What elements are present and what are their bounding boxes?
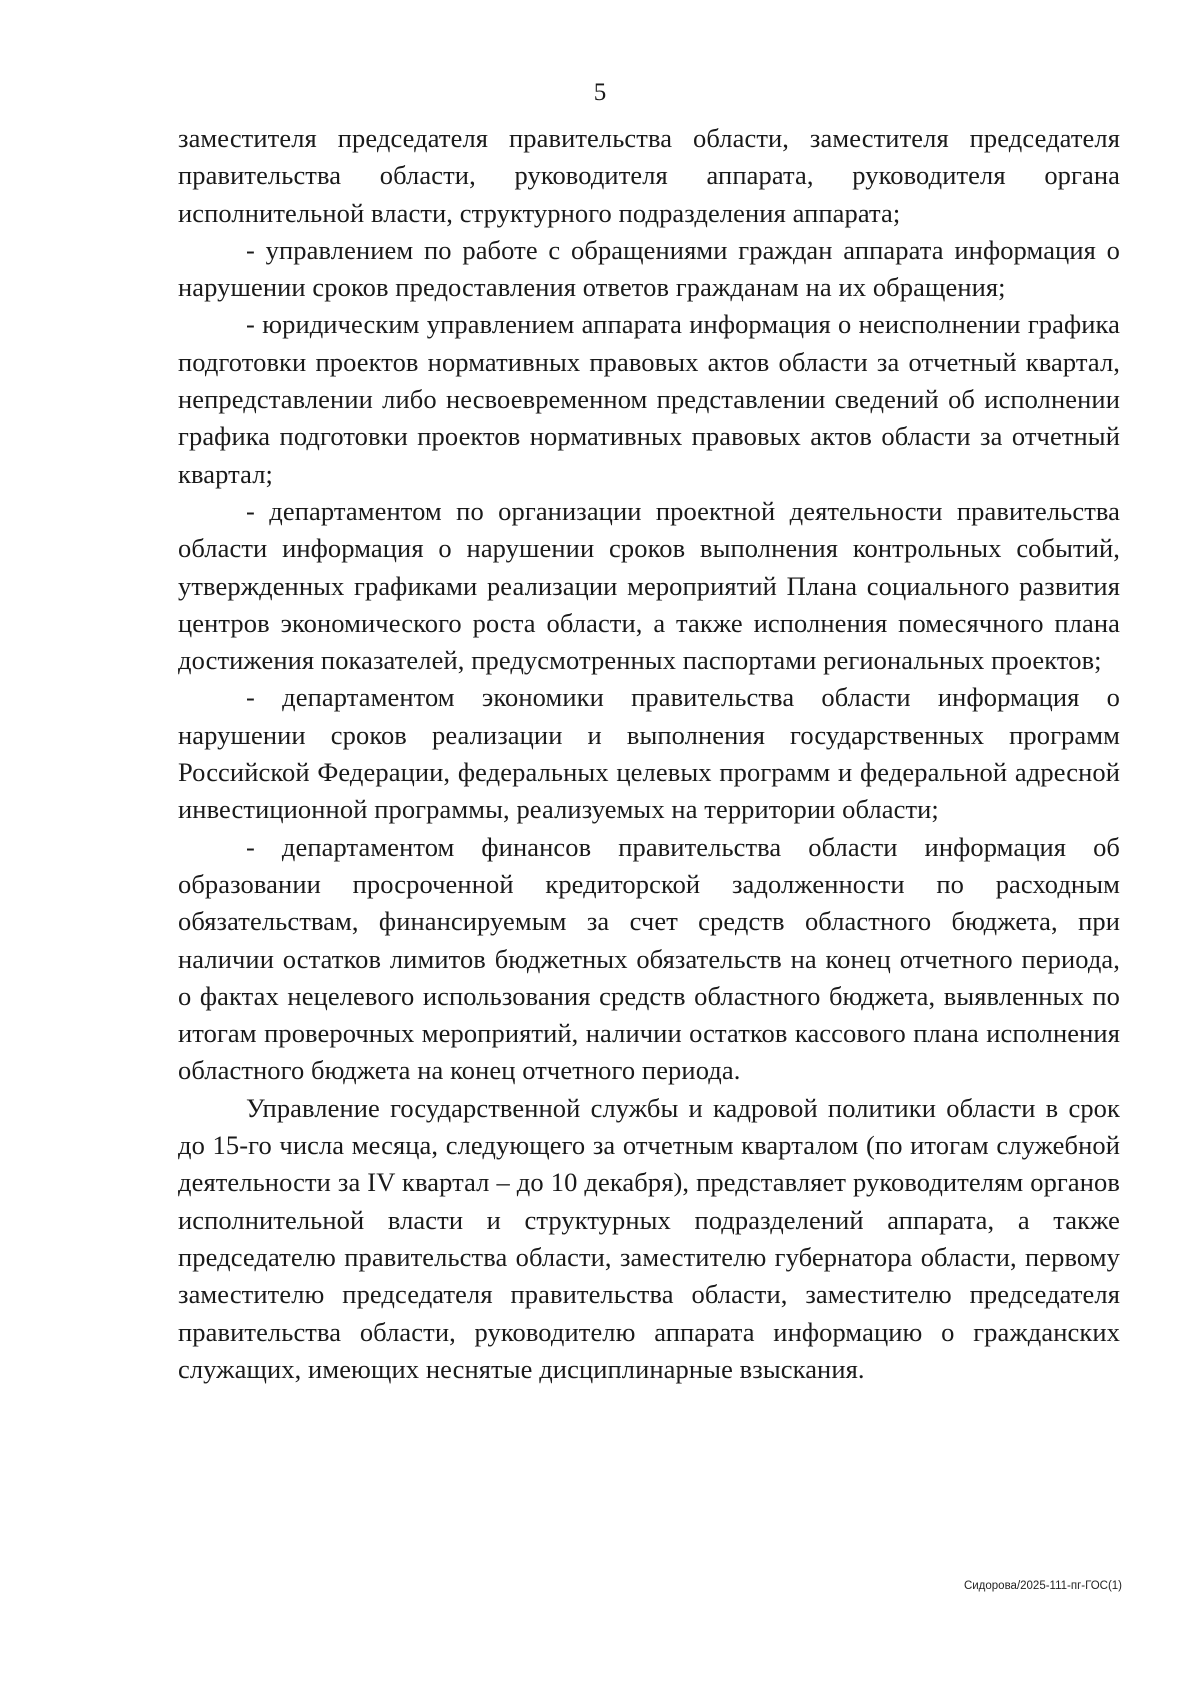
page-number: 5 <box>593 79 607 106</box>
list-item-finance-department: - департаментом финансов правительства области информация об образовании просроченной кредиторской задолженности по расходным обязательствам, финансируемым за счет средств областного бюджета, при наличии остатков лимитов бюджетных обязательств на конец отчетного периода, о фактах нецелевого использования средств областного бюджета, выявленных по итогам проверочных мероприятий, наличии остатков кассового плана исполнения областного бюджета на конец отчетного периода. <box>178 831 1120 1086</box>
list-item-project-department: - департаментом по организации проектной деятельности правительства области информация о нарушении сроков выполнения контрольных событий, утвержденных графиками реализации мероприятий Плана социального развития центров экономического роста области, а также исполнения помесячного плана достижения показателей, предусмотренных паспортами региональных проектов; <box>178 495 1120 676</box>
footer-reference: Сидорова/2025-111-пг-ГОС(1) <box>963 1580 1122 1592</box>
paragraph-continuation: заместителя председателя правительства области, заместителя председателя правительства области, руководителя аппарата, руководителя органа исполнительной власти, структурного подразделения аппарата; <box>178 123 1120 228</box>
list-item-economy-department: - департаментом экономики правительства области информация о нарушении сроков реализации и выполнения государственных программ Российской Федерации, федеральных целевых программ и федеральной адресной инвестиционной программы, реализуемых на территории области; <box>178 682 1120 825</box>
list-item-legal-department: - юридическим управлением аппарата информация о неисполнении графика подготовки проектов нормативных правовых актов области за отчетный квартал, непредставлении либо несвоевременном представлении сведений об исполнении графика подготовки проектов нормативных правовых актов области за отчетный квартал; <box>178 309 1120 489</box>
paragraph-civil-service-directorate: Управление государственной службы и кадровой политики области в срок до 15-го числа месяца, следующего за отчетным кварталом (по итогам служебной деятельности за IV квартал – до 10 декабря), представляет руководителям органов исполнительной власти и структурных подразделений аппарата, а также председателю правительства области, заместителю губернатора области, первому заместителю председателя правительства области, заместителю председателя правительства области, руководителю аппарата информацию о гражданских служащих, имеющих неснятые дисциплинарные взыскания. <box>178 1092 1120 1384</box>
document-body <box>178 120 1120 1388</box>
list-item-appeals-department: - управлением по работе с обращениями граждан аппарата информация о нарушении сроков предоставления ответов гражданам на их обращения; <box>178 234 1120 303</box>
